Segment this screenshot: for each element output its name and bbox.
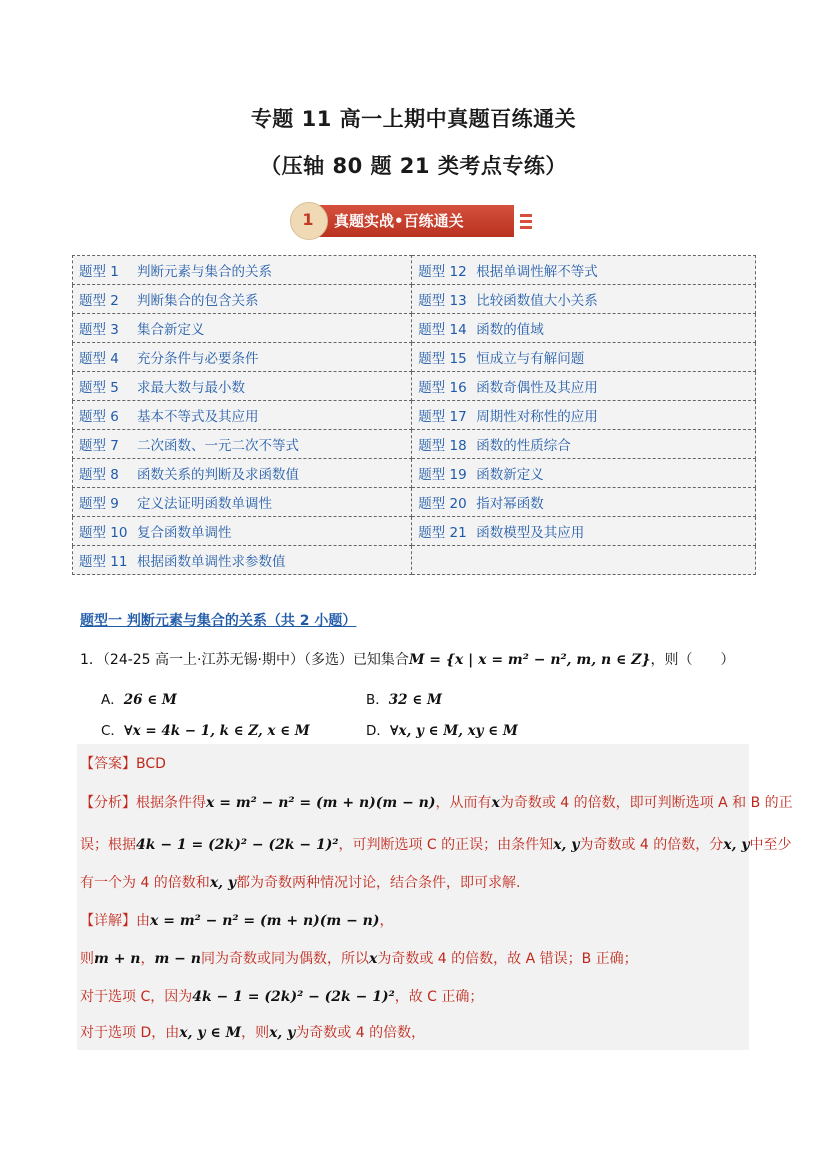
answer-label: 【答案】 <box>80 756 136 772</box>
topic-title: 根据函数单调性求参数值 <box>137 554 286 570</box>
table-row <box>73 372 756 401</box>
analysis-line-1 <box>80 792 793 812</box>
topic-title: 基本不等式及其应用 <box>137 409 259 425</box>
table-row <box>73 314 756 343</box>
topic-link[interactable] <box>73 488 412 517</box>
analysis-text: 都为奇数两种情况讨论，结合条件，即可求解. <box>236 875 521 891</box>
topic-title: 函数的值域 <box>476 322 544 338</box>
topic-title: 复合函数单调性 <box>137 525 232 541</box>
topic-label: 题型 3 <box>79 322 119 338</box>
topic-title: 根据单调性解不等式 <box>476 264 598 280</box>
option-expression: 26 ∈ M <box>123 692 177 708</box>
analysis-line-3 <box>80 872 521 892</box>
page-subtitle: （压轴 80 题 21 类考点专练） <box>260 154 567 178</box>
question-suffix: ，则（ ） <box>650 652 735 668</box>
detail-variable: x, y <box>269 1025 296 1041</box>
option-letter: D． <box>366 723 390 739</box>
topic-label: 题型 4 <box>79 351 119 367</box>
analysis-formula: x = m² − n² = (m + n)(m − n) <box>206 795 436 811</box>
topic-link[interactable] <box>412 517 756 546</box>
option-c <box>101 719 310 739</box>
analysis-text: 为奇数或 4 的倍数，分 <box>579 837 724 853</box>
option-letter: C． <box>101 723 124 739</box>
topic-label: 题型 20 <box>418 496 467 512</box>
detail-text: 则 <box>80 951 94 967</box>
detail-text: 对于选项 C，因为 <box>80 989 193 1005</box>
topic-link[interactable] <box>412 430 756 459</box>
topic-link[interactable] <box>73 401 412 430</box>
analysis-text: 中至少 <box>749 837 792 853</box>
detail-line-1 <box>80 910 393 930</box>
analysis-variable: x <box>491 795 500 811</box>
topic-label: 题型 5 <box>79 380 119 396</box>
detail-variable: x <box>368 951 378 967</box>
detail-formula: x, y ∈ M <box>179 1025 242 1041</box>
topic-label: 题型 10 <box>79 525 128 541</box>
topic-label: 题型 19 <box>418 467 467 483</box>
table-row <box>73 459 756 488</box>
topic-title: 判断集合的包含关系 <box>137 293 259 309</box>
topic-title: 集合新定义 <box>137 322 205 338</box>
topic-title: 判断元素与集合的关系 <box>137 264 272 280</box>
analysis-text: 为奇数或 4 的倍数，即可判断选项 A 和 B 的正 <box>499 795 793 811</box>
topic-label: 题型 18 <box>418 438 467 454</box>
analysis-variable: x, y <box>723 837 750 853</box>
analysis-variable: x, y <box>209 875 237 891</box>
topic-title: 函数模型及其应用 <box>476 525 585 541</box>
topic-title: 函数的性质综合 <box>476 438 571 454</box>
topic-link[interactable] <box>412 372 756 401</box>
topic-link[interactable] <box>73 343 412 372</box>
option-expression: 32 ∈ M <box>388 692 442 708</box>
detail-text: 同为奇数或同为偶数，所以 <box>200 951 369 967</box>
topic-link[interactable] <box>73 546 412 575</box>
topic-link[interactable] <box>412 459 756 488</box>
detail-text: 对于选项 D，由 <box>80 1025 180 1041</box>
question-stem <box>80 649 735 669</box>
banner-stripe-decoration <box>520 220 532 223</box>
option-b <box>366 688 442 708</box>
banner-stripe-decoration <box>520 226 532 229</box>
topic-link[interactable] <box>412 285 756 314</box>
detail-text: ，则 <box>241 1025 270 1041</box>
analysis-label: 【分析】 <box>80 795 136 811</box>
option-letter: B． <box>366 692 389 708</box>
topic-label: 题型 21 <box>418 525 467 541</box>
topic-title: 指对幂函数 <box>476 496 544 512</box>
topic-link[interactable] <box>412 314 756 343</box>
topic-label: 题型 13 <box>418 293 467 309</box>
detail-text: ， <box>140 951 155 967</box>
detail-formula: 4k − 1 = (2k)² − (2k − 1)² <box>192 989 395 1005</box>
question-prefix: 1．（24-25 高一上·江苏无锡·期中）（多选）已知集合 <box>80 652 409 668</box>
option-d <box>366 719 518 739</box>
answer-line <box>80 753 166 773</box>
topic-link[interactable] <box>73 459 412 488</box>
option-expression: ∀x = 4k − 1, k ∈ Z, x ∈ M <box>123 723 310 739</box>
analysis-formula: 4k − 1 = (2k)² − (2k − 1)² <box>136 837 339 853</box>
section-heading[interactable]: 题型一 判断元素与集合的关系（共 2 小题） <box>80 613 357 629</box>
detail-text: ， <box>379 913 394 929</box>
detail-formula: m − n <box>154 951 201 967</box>
analysis-text: 根据条件得 <box>136 795 206 811</box>
table-row <box>73 430 756 459</box>
set-definition: M = {x | x = m² − n², m, n ∈ Z} <box>408 652 651 668</box>
banner-title: 真题实战•百练通关 <box>334 212 464 230</box>
option-letter: A． <box>101 692 124 708</box>
topic-label: 题型 15 <box>418 351 467 367</box>
analysis-text: 误；根据 <box>80 837 136 853</box>
detail-label: 【详解】 <box>80 913 136 929</box>
table-row <box>73 343 756 372</box>
topic-title: 求最大数与最小数 <box>137 380 245 396</box>
detail-text: ，故 C 正确； <box>394 989 484 1005</box>
option-a <box>101 688 177 708</box>
topic-link[interactable] <box>73 517 412 546</box>
topic-title: 定义法证明函数单调性 <box>137 496 272 512</box>
detail-line-3 <box>80 986 483 1006</box>
table-row <box>73 546 756 575</box>
topic-label: 题型 6 <box>79 409 119 425</box>
detail-formula: x = m² − n² = (m + n)(m − n) <box>150 913 380 929</box>
topic-label: 题型 14 <box>418 322 467 338</box>
section-banner <box>290 202 535 240</box>
topic-link[interactable] <box>73 256 412 285</box>
topic-link[interactable] <box>73 285 412 314</box>
topic-title: 周期性对称性的应用 <box>476 409 598 425</box>
banner-stripe-decoration <box>520 214 532 217</box>
topic-label: 题型 8 <box>79 467 119 483</box>
table-row <box>73 517 756 546</box>
detail-text: 为奇数或 4 的倍数，故 A 错误；B 正确； <box>377 951 638 967</box>
topic-label: 题型 2 <box>79 293 119 309</box>
analysis-variable: x, y <box>553 837 580 853</box>
topic-link[interactable] <box>73 314 412 343</box>
topic-label: 题型 12 <box>418 264 467 280</box>
topic-title: 函数新定义 <box>476 467 544 483</box>
topic-label: 题型 7 <box>79 438 119 454</box>
page-title: 专题 11 高一上期中真题百练通关 <box>250 107 577 131</box>
topic-table <box>72 255 756 575</box>
table-row <box>73 256 756 285</box>
topic-label: 题型 16 <box>418 380 467 396</box>
answer-value: BCD <box>136 756 166 772</box>
topic-label: 题型 11 <box>79 554 128 570</box>
topic-label: 题型 9 <box>79 496 119 512</box>
topic-title: 充分条件与必要条件 <box>137 351 259 367</box>
topic-title: 函数奇偶性及其应用 <box>476 380 598 396</box>
banner-number: 1 <box>302 210 314 229</box>
detail-text: 由 <box>136 913 150 929</box>
topic-link[interactable] <box>412 488 756 517</box>
topic-label: 题型 17 <box>418 409 467 425</box>
topic-title: 二次函数、一元二次不等式 <box>137 438 299 454</box>
detail-text: 为奇数或 4 的倍数， <box>295 1025 426 1041</box>
topic-title: 比较函数值大小关系 <box>476 293 598 309</box>
topic-link[interactable] <box>73 372 412 401</box>
table-row <box>73 285 756 314</box>
option-expression: ∀x, y ∈ M, xy ∈ M <box>389 723 518 739</box>
analysis-text: ，从而有 <box>435 795 492 811</box>
topic-link[interactable] <box>73 430 412 459</box>
table-row <box>73 401 756 430</box>
topic-label: 题型 1 <box>79 264 119 280</box>
analysis-line-2 <box>80 834 791 854</box>
topic-title: 函数关系的判断及求函数值 <box>137 467 299 483</box>
empty-cell <box>412 546 756 575</box>
topic-link[interactable] <box>412 343 756 372</box>
topic-link[interactable] <box>412 256 756 285</box>
topic-title: 恒成立与有解问题 <box>476 351 585 367</box>
detail-formula: m + n <box>94 951 141 967</box>
detail-line-4 <box>80 1022 425 1042</box>
analysis-text: 有一个为 4 的倍数和 <box>80 875 210 891</box>
detail-line-2 <box>80 948 638 968</box>
topic-link[interactable] <box>412 401 756 430</box>
table-row <box>73 488 756 517</box>
analysis-text: ，可判断选项 C 的正误；由条件知 <box>338 837 554 853</box>
